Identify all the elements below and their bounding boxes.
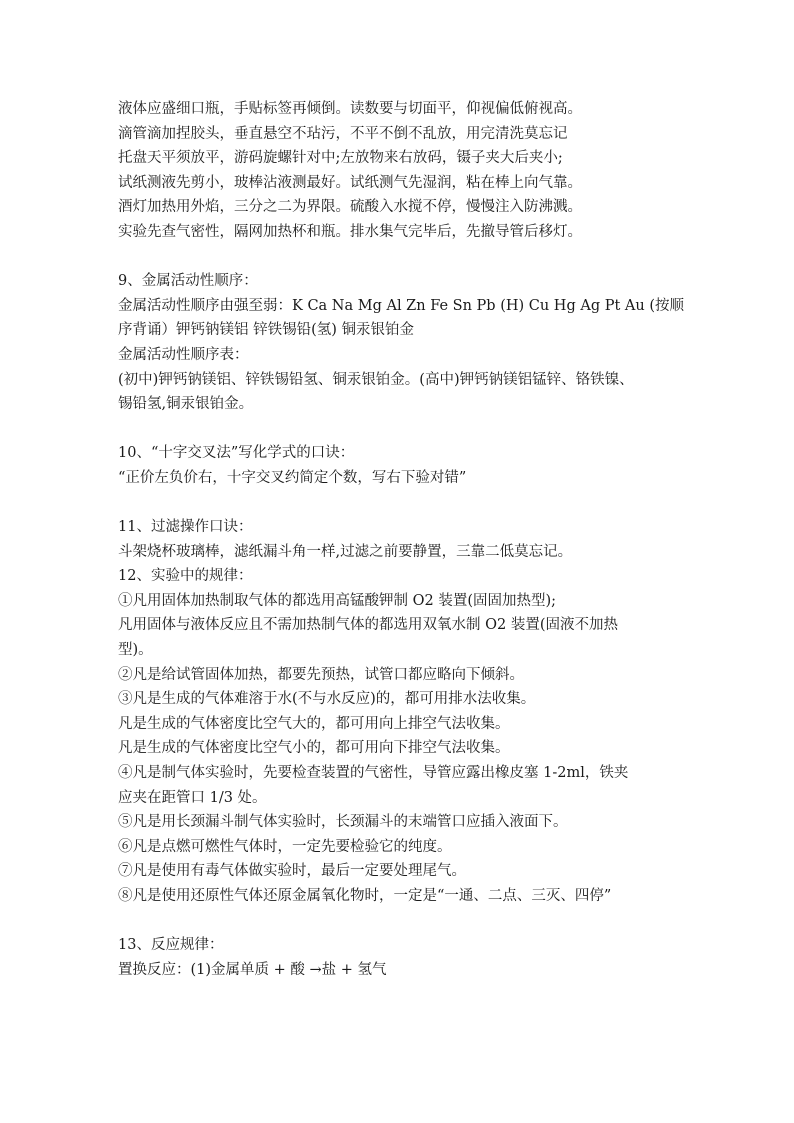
- paragraph-line: 锡铅氢,铜汞银铂金。: [118, 396, 254, 413]
- section-heading: 12、实验中的规律：: [118, 568, 253, 585]
- rule-line: ③凡是生成的气体难溶于水(不与水反应)的，都可用排水法收集。: [118, 691, 536, 708]
- rule-line: 应夹在距管口 1/3 处。: [118, 789, 267, 806]
- section-heading: 10、“十字交叉法”写化学式的口诀：: [118, 445, 355, 462]
- rule-line: 凡是生成的气体密度比空气小的，都可用向下排空气法收集。: [118, 740, 510, 757]
- paragraph-line: 置换反应：(1)金属单质 + 酸 →盐 + 氢气: [118, 961, 387, 978]
- rule-line: ①凡用固体加热制取气体的都选用高锰酸钾制 O2 装置(固固加热型);: [118, 592, 557, 609]
- lab-rhyme-block: [118, 97, 688, 245]
- spacer: [118, 909, 688, 934]
- rule-line: ⑦凡是使用有毒气体做实验时，最后一定要处理尾气。: [118, 863, 466, 880]
- section-heading: 13、反应规律：: [118, 937, 224, 954]
- rule-line: 凡是生成的气体密度比空气大的，都可用向上排空气法收集。: [118, 715, 510, 732]
- paragraph-line: 金属活动性顺序表：: [118, 346, 249, 363]
- rhyme-line: 酒灯加热用外焰，三分之二为界限。硫酸入水搅不停，慢慢注入防沸溅。: [118, 199, 582, 216]
- rhyme-line: 滴管滴加捏胶头，垂直悬空不玷污，不平不倒不乱放，用完清洗莫忘记: [118, 125, 568, 142]
- rule-line: ④凡是制气体实验时，先要检查装置的气密性，导管应露出橡皮塞 1-2ml，铁夹: [118, 765, 629, 782]
- rhyme-line: 试纸测液先剪小，玻棒沾液测最好。试纸测气先湿润，粘在棒上向气靠。: [118, 174, 582, 191]
- rhyme-line: 液体应盛细口瓶，手贴标签再倾倒。读数要与切面平，仰视偏低俯视高。: [118, 101, 582, 117]
- rule-line: 凡用固体与液体反应且不需加热制气体的都选用双氧水制 O2 装置(固液不加热: [118, 617, 618, 634]
- section-12: [118, 564, 688, 908]
- paragraph-line: 序背诵）钾钙钠镁铝 锌铁锡铅(氢) 铜汞银铂金: [118, 322, 415, 339]
- section-9: [118, 269, 688, 417]
- rule-line: ②凡是给试管固体加热，都要先预热，试管口都应略向下倾斜。: [118, 666, 524, 683]
- rule-line: ⑤凡是用长颈漏斗制气体实验时，长颈漏斗的末端管口应插入液面下。: [118, 814, 568, 831]
- section-13: [118, 933, 688, 982]
- paragraph-line: 斗架烧杯玻璃棒，滤纸漏斗角一样,过滤之前要静置，三靠二低莫忘记。: [118, 543, 573, 560]
- spacer: [118, 245, 688, 270]
- section-10: [118, 441, 688, 490]
- paragraph-line: “正价左负价右，十字交叉约简定个数，写右下验对错”: [118, 469, 467, 486]
- rule-line: ⑥凡是点燃可燃性气体时，一定先要检验它的纯度。: [118, 838, 452, 855]
- rhyme-line: 托盘天平须放平，游码旋螺针对中;左放物来右放码，镊子夹大后夹小;: [118, 150, 563, 167]
- section-heading: 11、过滤操作口诀：: [118, 519, 253, 536]
- rule-line: 型)。: [118, 642, 153, 659]
- document-page: [118, 97, 688, 982]
- rhyme-line: 实验先查气密性，隔网加热杯和瓶。排水集气完毕后，先撤导管后移灯。: [118, 223, 582, 240]
- section-11: [118, 515, 688, 564]
- rule-line: ⑧凡是使用还原性气体还原金属氧化物时，一定是“一通、二点、三灭、四停”: [118, 888, 612, 904]
- spacer: [118, 417, 688, 442]
- paragraph-line: (初中)钾钙钠镁铝、锌铁锡铅氢、铜汞银铂金。(高中)钾钙钠镁铝锰锌、铬铁镍、: [118, 371, 634, 388]
- paragraph-line: 金属活动性顺序由强至弱：K Ca Na Mg Al Zn Fe Sn Pb (H) Cu Hg Ag Pt Au (按顺: [118, 297, 684, 314]
- spacer: [118, 491, 688, 516]
- section-heading: 9、金属活动性顺序：: [118, 273, 258, 290]
